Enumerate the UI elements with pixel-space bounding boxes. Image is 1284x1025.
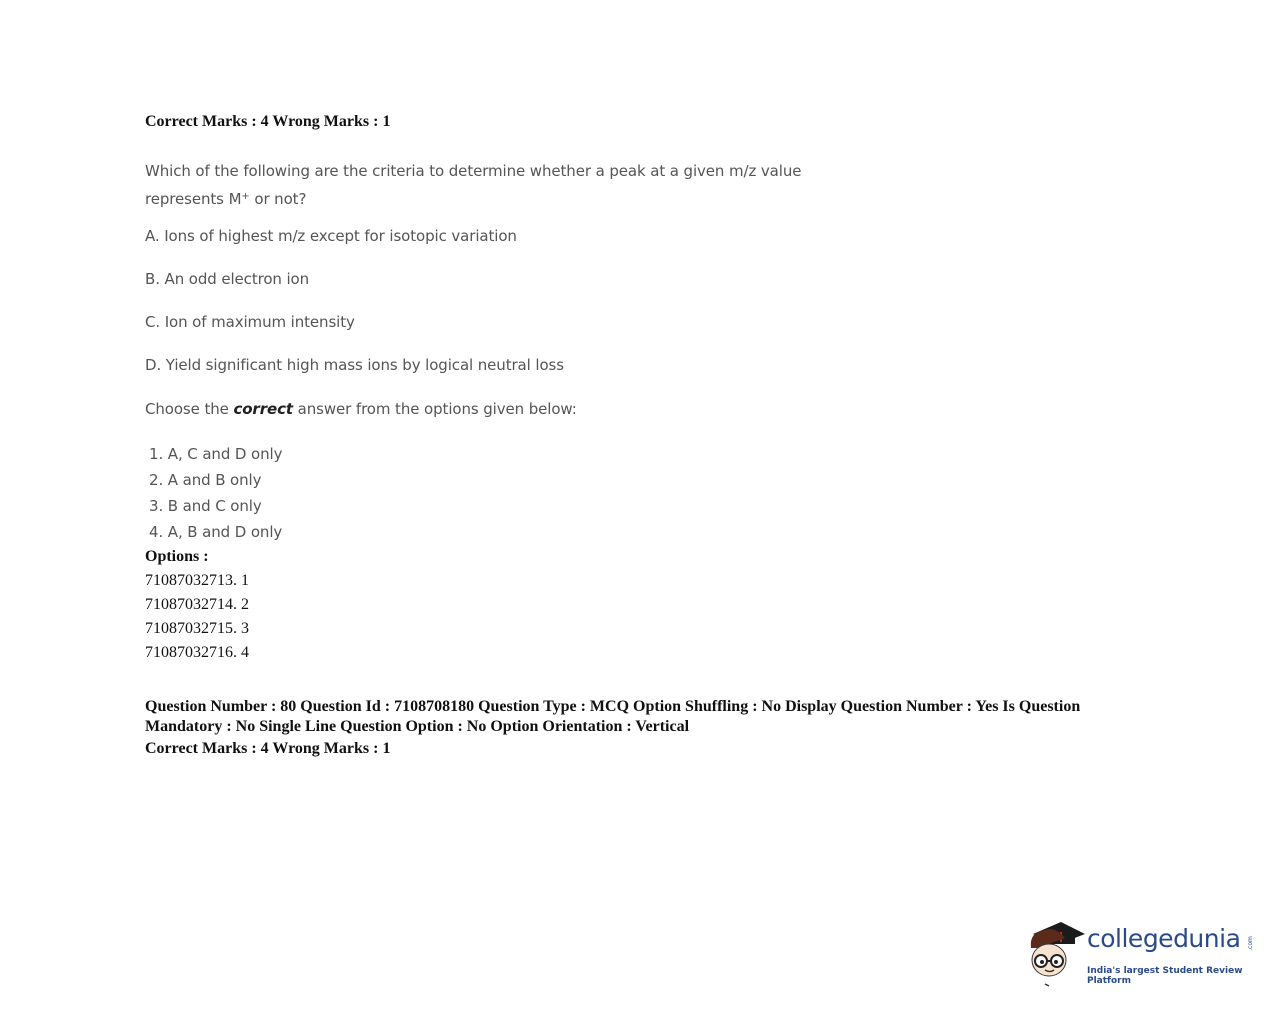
correct-wrong-marks: Correct Marks : 4 Wrong Marks : 1 (145, 113, 391, 130)
question-text (145, 158, 801, 212)
statement-d: D. Yield significant high mass ions by logical neutral loss (145, 356, 564, 374)
logo-domain-suffix: .com (1246, 936, 1254, 951)
answer-3: 3. B and C only (149, 497, 262, 515)
options-label: Options : (145, 548, 209, 565)
statement-b: B. An odd electron ion (145, 270, 310, 288)
question-line-1: Which of the following are the criteria to determine whether a peak at a given m/z value (145, 162, 802, 180)
option-code-4: 71087032716. 4 (145, 644, 249, 661)
option-code-3: 71087032715. 3 (145, 620, 249, 637)
option-code-2: 71087032714. 2 (145, 596, 249, 613)
answer-1: 1. A, C and D only (149, 445, 283, 463)
next-question-meta: Question Number : 80 Question Id : 7108708180 Question Type : MCQ Option Shuffling : No Display Question Number : Yes Is Question Mandatory : No Single Line Question Option : No Option Orientation : Vertical (145, 698, 1081, 735)
answer-list (149, 443, 282, 547)
footer-correct-wrong-marks: Correct Marks : 4 Wrong Marks : 1 (145, 740, 391, 757)
choose-instruction: Choose the correct answer from the options given below: (145, 400, 577, 418)
option-code-1: 71087032713. 1 (145, 572, 249, 589)
option-codes (145, 570, 249, 666)
answer-2: 2. A and B only (149, 471, 262, 489)
logo-wordmark: collegedunia (1087, 924, 1241, 953)
statement-a: A. Ions of highest m/z except for isotopic variation (145, 227, 517, 245)
mascot-graduation-cap-icon (1025, 918, 1087, 990)
question-line-2: represents M+ or not? (145, 190, 307, 208)
answer-4: 4. A, B and D only (149, 523, 283, 541)
collegedunia-logo (1025, 918, 1265, 990)
logo-tagline: India's largest Student Review Platform (1087, 966, 1243, 986)
statement-c: C. Ion of maximum intensity (145, 313, 355, 331)
